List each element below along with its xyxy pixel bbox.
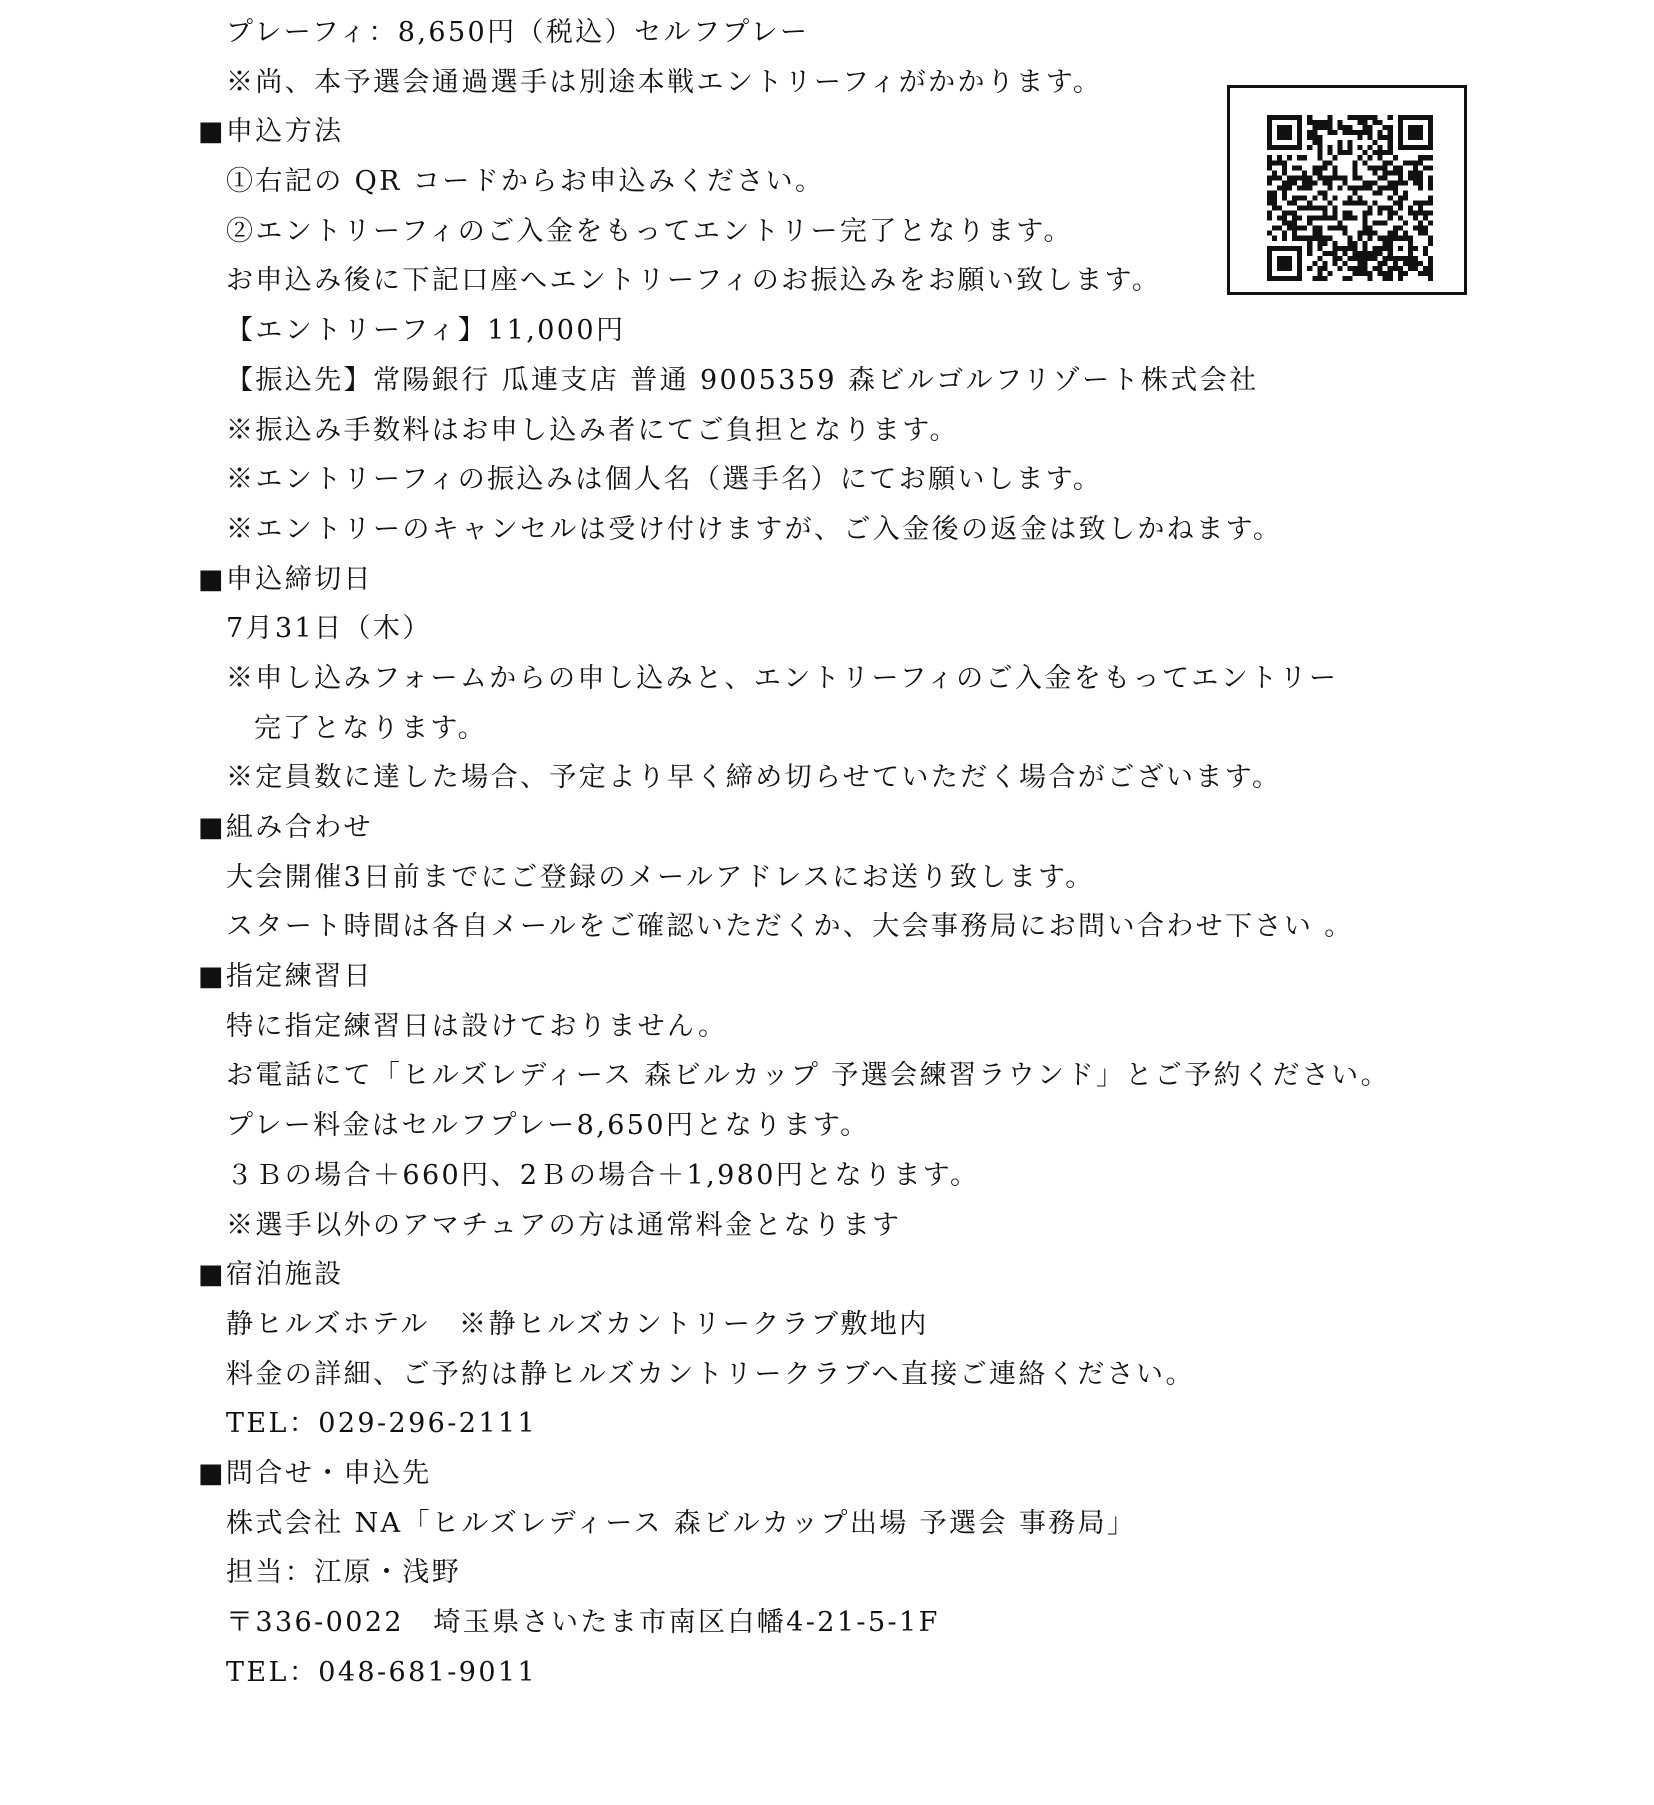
body-line: 特に指定練習日は設けておりません。 [226, 1010, 728, 1042]
continuation-line: 完了となります。 [254, 712, 488, 744]
body-line: 静ヒルズホテル ※静ヒルズカントリークラブ敷地内 [226, 1308, 929, 1340]
body-line: 料金の詳細、ご予約は静ヒルズカントリークラブへ直接ご連絡ください。 [226, 1358, 1195, 1390]
body-line: ※振込み手数料はお申し込み者にてご負担となります。 [226, 414, 959, 446]
section-heading: ■宿泊施設 [198, 1259, 344, 1291]
body-line: ※選手以外のアマチュアの方は通常料金となります [226, 1209, 902, 1241]
body-line: ※エントリーのキャンセルは受け付けますが、ご入金後の返金は致しかねます。 [226, 513, 1283, 545]
section-heading: ■組み合わせ [198, 812, 373, 843]
body-line: プレー料金はセルフプレー8,650円となります。 [226, 1110, 870, 1142]
body-line: TEL：029-296-2111 [226, 1408, 538, 1440]
body-line: 【エントリーフィ】11,000円 [226, 315, 626, 347]
body-line: スタート時間は各自メールをご確認いただくか、大会事務局にお問い合わせ下さい 。 [226, 911, 1354, 943]
section-heading: ■指定練習日 [198, 961, 373, 993]
qr-code-frame[interactable] [1227, 85, 1467, 295]
body-line: ※エントリーフィの振込みは個人名（選手名）にてお願いします。 [226, 464, 1103, 496]
section-heading: ■問合せ・申込先 [198, 1457, 432, 1489]
body-line: ※申し込みフォームからの申し込みと、エントリーフィのご入金をもってエントリー [226, 662, 1339, 694]
body-line: お電話にて「ヒルズレディース 森ビルカップ 予選会練習ラウンド」とご予約ください。 [226, 1060, 1390, 1092]
body-line: 株式会社 NA「ヒルズレディース 森ビルカップ出場 予選会 事務局」 [226, 1507, 1137, 1539]
body-line: プレーフィ：8,650円（税込）セルフプレー [226, 17, 810, 48]
body-line: 【振込先】常陽銀行 瓜連支店 普通 9005359 森ビルゴルフリゾート株式会社 [226, 364, 1259, 396]
body-line: ※尚、本予選会通過選手は別途本戦エントリーフィがかかります。 [226, 66, 1103, 98]
body-line: ②エントリーフィのご入金をもってエントリー完了となります。 [226, 215, 1073, 247]
body-line: ①右記の QR コードからお申込みください。 [226, 166, 825, 198]
section-heading: ■申込方法 [198, 116, 344, 148]
body-line: 担当：江原・浅野 [226, 1557, 462, 1589]
body-line: お申込み後に下記口座へエントリーフィのお振込みをお願い致します。 [226, 265, 1162, 297]
body-line: 7月31日（木） [226, 613, 432, 645]
body-line: 大会開催3日前までにご登録のメールアドレスにお送り致します。 [226, 861, 1095, 893]
qr-code-icon [1267, 115, 1433, 281]
body-line: ※定員数に達した場合、予定より早く締め切らせていただく場合がございます。 [226, 762, 1282, 794]
section-heading: ■申込締切日 [198, 563, 373, 595]
body-line: 〒336-0022 埼玉県さいたま市南区白幡4-21-5-1F [226, 1607, 940, 1638]
body-line: TEL：048-681-9011 [226, 1656, 538, 1688]
body-line: ３Ｂの場合＋660円、2Ｂの場合＋1,980円となります。 [226, 1159, 980, 1191]
